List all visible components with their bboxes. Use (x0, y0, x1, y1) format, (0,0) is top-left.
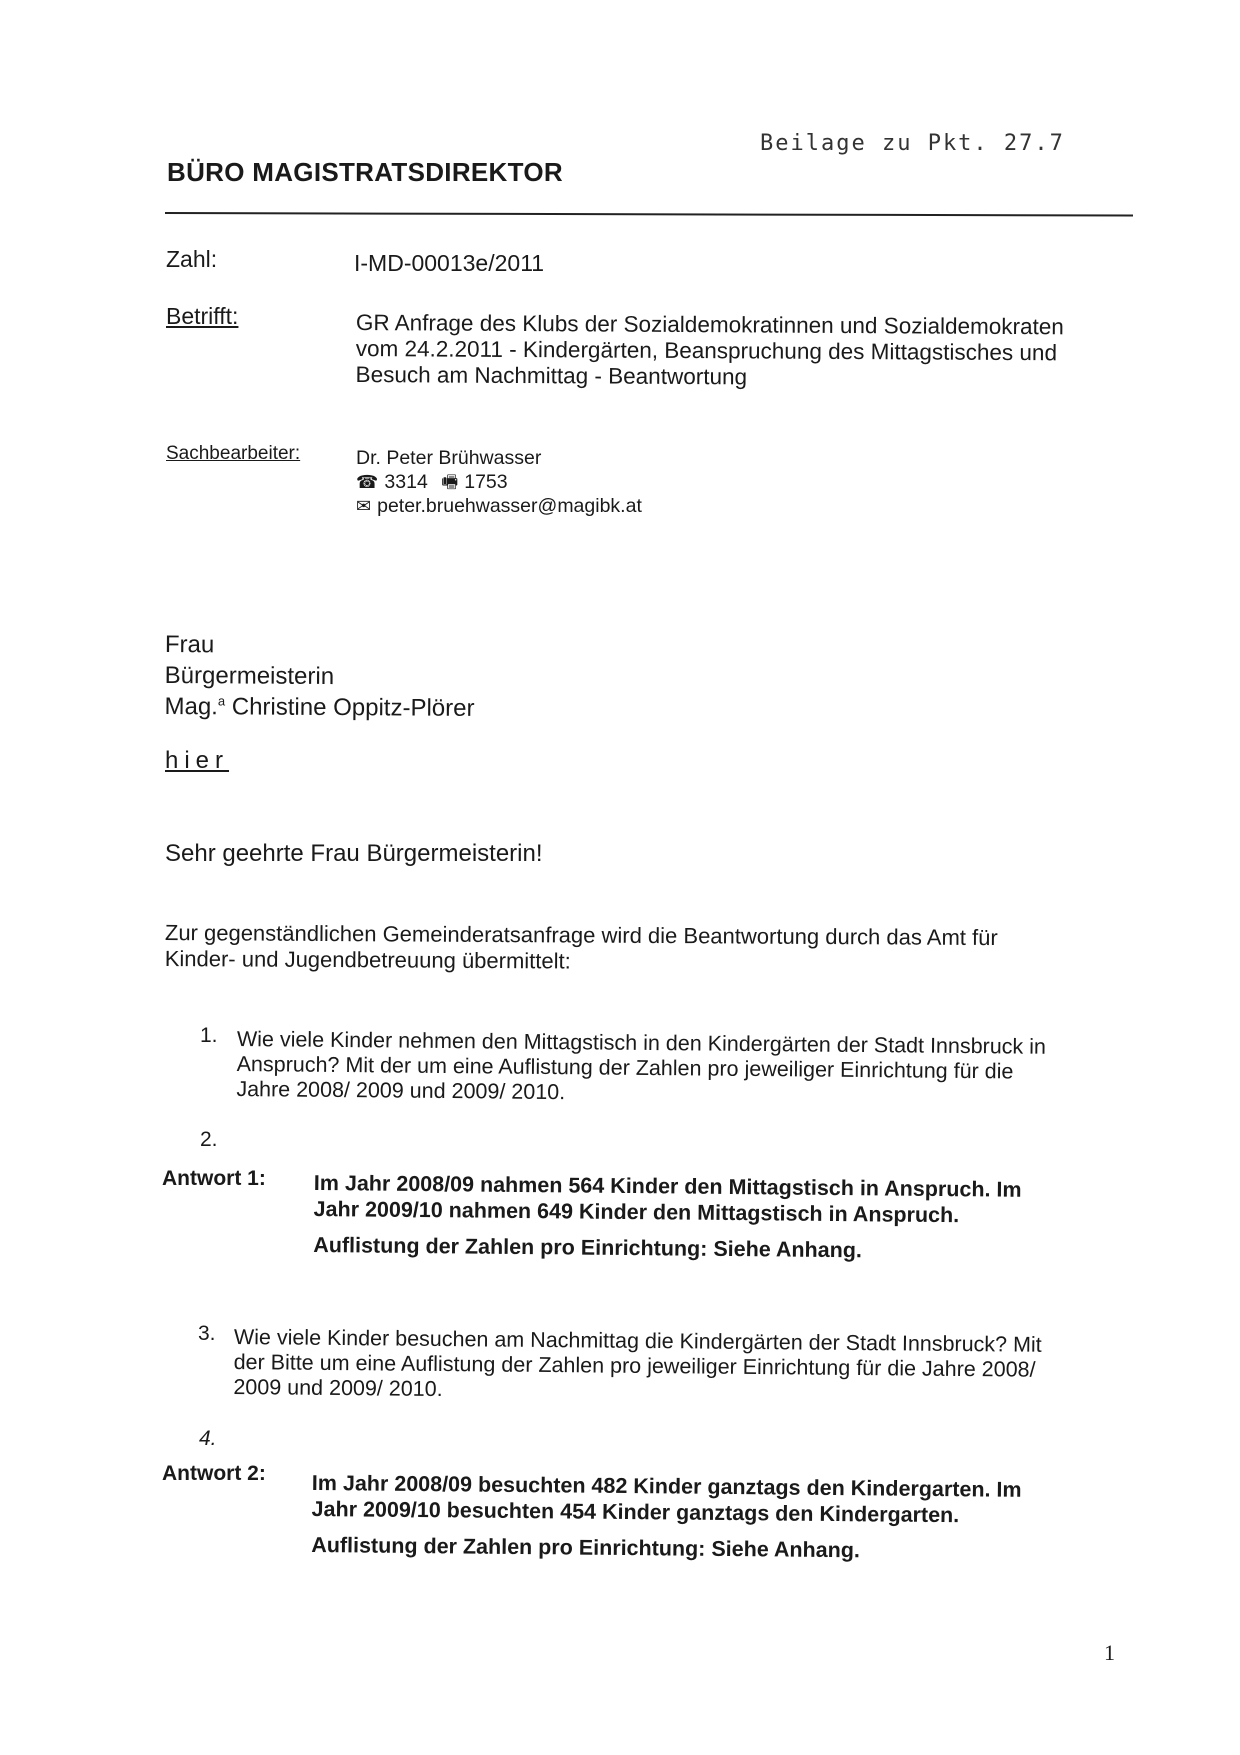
enclosure-note: Beilage zu Pkt. 27.7 (760, 131, 1065, 156)
question-line: Wie viele Kinder besuchen am Nachmittag die Kindergärten der Stadt Innsbruck? Mit (233, 1325, 1042, 1357)
answer-1 (313, 1170, 1114, 1266)
question-line: Jahre 2008/ 2009 und 2009/ 2010. (236, 1076, 566, 1105)
subject-line: GR Anfrage des Klubs der Sozialdemokratinnen und Sozialdemokraten (355, 310, 1064, 340)
phone-number: 3314 (384, 471, 428, 493)
question-1 (236, 1027, 1137, 1111)
email-address: peter.bruehwasser@magibk.at (377, 495, 642, 517)
intro-line: Zur gegenständlichen Gemeinderatsanfrage wird die Beantwortung durch das Amt für (164, 920, 998, 951)
answer-reference: Auflistung der Zahlen pro Einrichtung: Siehe Anhang. (311, 1532, 861, 1563)
recipient-name: Christine Oppitz-Plörer (231, 693, 475, 722)
salutation: Sehr geehrte Frau Bürgermeisterin! (165, 840, 543, 867)
subject-text (356, 310, 1116, 393)
case-officer-label: Sachbearbeiter: (166, 443, 301, 464)
answer-line: Im Jahr 2008/09 besuchten 482 Kinder ganztags den Kindergarten. Im (311, 1471, 1022, 1502)
fax-number: 1753 (464, 471, 508, 493)
subject-line: Besuch am Nachmittag - Beantwortung (355, 361, 748, 390)
intro-line: Kinder- und Jugendbetreuung übermittelt: (164, 945, 571, 974)
subject-label: Betrifft: (166, 303, 239, 329)
subject-line: vom 24.2.2011 - Kindergärten, Beanspruchung des Mittagstisches und (355, 335, 1058, 366)
case-officer-contact (356, 446, 642, 518)
answer-line: Jahr 2009/10 besuchten 454 Kinder ganztags den Kindergarten. (311, 1496, 960, 1528)
recipient-title: Mag. (164, 692, 218, 721)
intro-paragraph (165, 920, 1085, 978)
question-line: 2009 und 2009/ 2010. (233, 1374, 443, 1402)
answer-2 (311, 1470, 1112, 1566)
case-officer-name: Dr. Peter Brühwasser (356, 447, 542, 469)
answer-line: Jahr 2009/10 nahmen 649 Kinder den Mittagstisch in Anspruch. (313, 1196, 960, 1228)
answer-reference: Auflistung der Zahlen pro Einrichtung: Siehe Anhang. (313, 1232, 863, 1263)
email-row (356, 494, 642, 518)
answer-label: Antwort 2: (162, 1462, 266, 1485)
recipient-title-superscript: a (217, 693, 226, 709)
recipient-address (164, 629, 475, 724)
question-3 (233, 1325, 1134, 1409)
recipient-location: hier (165, 747, 230, 774)
list-number: 4. (199, 1427, 217, 1450)
recipient-line: Bürgermeisterin (164, 661, 335, 691)
question-number: 3. (198, 1322, 216, 1345)
page-number: 1 (1104, 1640, 1115, 1665)
email-icon: ✉ (356, 496, 372, 516)
question-line: Wie viele Kinder nehmen den Mittagstisch in den Kindergärten der Stadt Innsbruck in (236, 1027, 1047, 1059)
question-line: der Bitte um eine Auflistung der Zahlen pro jeweiliger Einrichtung für die Jahre 2008/ (233, 1349, 1036, 1382)
reference-number-label: Zahl: (166, 246, 218, 272)
answer-label: Antwort 1: (162, 1167, 266, 1190)
telephone-icon: ☎ (356, 472, 379, 492)
fax-icon: 🖷 (441, 472, 459, 492)
office-title: BÜRO MAGISTRATSDIREKTOR (167, 157, 563, 187)
header-divider (165, 212, 1133, 217)
recipient-line: Frau (164, 630, 215, 659)
answer-line: Im Jahr 2008/09 nahmen 564 Kinder den Mittagstisch in Anspruch. Im (313, 1171, 1022, 1202)
phone-fax-row (356, 470, 642, 494)
question-line: Anspruch? Mit der um eine Auflistung der Zahlen pro jeweiliger Einrichtung für die (236, 1051, 1014, 1084)
reference-number: I-MD-00013e/2011 (354, 250, 545, 276)
list-number: 2. (200, 1128, 218, 1151)
recipient-name-line (164, 691, 474, 724)
question-number: 1. (200, 1024, 218, 1047)
